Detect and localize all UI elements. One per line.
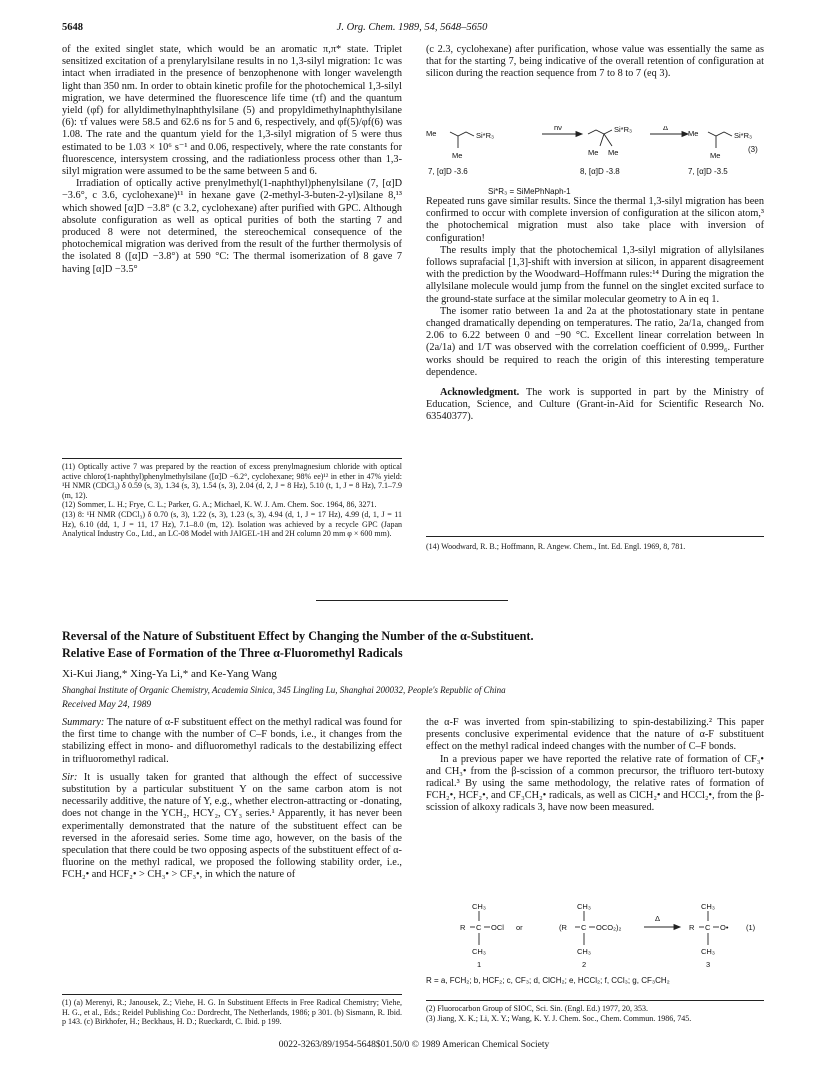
right-column-top-intro: [426, 44, 764, 81]
paragraph: Irradiation of optically active prenylmethyl(1-naphthyl)phenylsilane (7, [α]D −3.6°, c 3.6, cyclohexane)¹¹ in hexane gave (2-methyl-3-buten-2-yl)silane 8,¹³ which showed [α]D −3.8° (c 3.2, cyclohexane) after purified with GPC. Although absolute configuration as well as optical purities of both the starting 7 and produced 8 were not determined, the stereochemical consequence of the photochemical migration was derived from the result of the further thermolysis of the isolated 8 ([α]D −3.8°) at 590 °C: The thermal isomerization of 8 gave 7 having [α]D −3.5°: [62, 178, 402, 275]
article-authors: Xi-Kui Jiang,* Xing-Ya Li,* and Ke-Yang Wang: [62, 668, 277, 680]
peroxide-label: OCO₂)₂: [596, 923, 622, 932]
methyl-label: CH₃: [472, 902, 486, 911]
running-header: [62, 22, 762, 38]
compound-7-label: 7, [α]D -3.6: [428, 167, 468, 176]
summary-heading: Summary:: [62, 717, 105, 728]
methyl-label: CH₃: [701, 947, 715, 956]
equation-1-scheme: [426, 899, 764, 991]
footnote-13: (13) 8: ¹H NMR (CDCl₃) δ 0.70 (s, 3), 1.22 (s, 3), 1.23 (s, 3), 4.94 (d, 1, J = 17 Hz), 4.99 (d, 1, J = 11 Hz), 6.10 (dd, 1, J = 11, 17 Hz), 7.1–8.0 (m, 12). Isolation was achieved by a recycle GPC (Japan Analytical Industry Co., Ltd., an LC-08 Model with JAIGEL-1H and 2H column 20 mm φ × 600 mm).: [62, 509, 402, 539]
article-title: [62, 628, 766, 662]
arrow-head: [674, 925, 680, 930]
methyl-label: Me: [452, 151, 463, 160]
methyl-label: Me: [710, 151, 721, 160]
article-separator: [316, 600, 508, 601]
paragraph: the α-F was inverted from spin-stabilizing to spin-destabilizing.² This paper presents conclusive experimental evidence that the nature of α-F substituent effect on the methyl radical indeed changes with the number of C–F bonds.: [426, 717, 764, 753]
ocl-label: OCl: [491, 923, 504, 932]
r-group-label: (R: [559, 923, 567, 932]
acknowledgment: [426, 387, 764, 424]
equation-number: (3): [748, 145, 758, 154]
arrow-head: [576, 132, 582, 137]
compound-number-2: 2: [582, 960, 587, 969]
right-column-bottom: [426, 717, 764, 815]
compound-number-3: 3: [706, 960, 711, 969]
footnote-rule: [426, 536, 764, 537]
summary: [62, 717, 402, 766]
hv-label: hν: [554, 126, 562, 132]
journal-citation: J. Org. Chem. 1989, 54, 5648–5650: [336, 22, 488, 33]
carbon-label: C: [581, 923, 587, 932]
methyl-label: Me: [588, 148, 599, 157]
r-group-legend: R = a, FCH₂; b, HCF₂; c, CF₃; d, ClCH₂; e, HCCl₂; f, CCl₃; g, CF₃CH₂: [426, 976, 670, 985]
branch-bond: [600, 134, 604, 146]
compound-8-label: 8, [α]D -3.8: [580, 167, 620, 176]
r-group-label: R: [460, 923, 466, 932]
paragraph: Repeated runs gave similar results. Since the thermal 1,3-silyl migration has been confirmed to occur with complete inversion of configuration at the silicon atom,³ the photochemical migration must also take place with inversion of configuration!: [426, 196, 764, 244]
carbon-label: C: [476, 923, 482, 932]
methyl-label: CH₃: [577, 947, 591, 956]
delta-label: Δ: [655, 914, 661, 923]
delta-label: Δ: [663, 126, 669, 132]
silyl-label: Si*R₃: [614, 126, 633, 134]
footnotes-right-top: [426, 542, 764, 552]
footnote-14: (14) Woodward, R. B.; Hoffmann, R. Angew. Chem., Int. Ed. Engl. 1969, 8, 781.: [426, 542, 686, 551]
summary-text: The nature of α-F substituent effect on the methyl radical was found for the first time to change with the number of C–F bonds, i.e., it changes from the stabilizing effect in mono- and difluoromethyl radicals to the destabilizing effect in trifluoromethyl radical.: [62, 717, 402, 765]
copyright-footer: 0022-3263/89/1954-5648$01.50/0 © 1989 American Chemical Society: [278, 1040, 550, 1050]
methyl-label: Me: [608, 148, 619, 157]
footnote-1: (1) (a) Merenyi, R.; Janousek, Z.; Viehe, H. G. In Substituent Effects in Free Radical Chemistry; Viehe, H. G., et al., Eds.; Reidel Publishing Co.: Dordrecht, The Netherlands, 1986; p 301. (b) Sismann, R. Ibid. p 143. (c) Birkhofer, H.; Beckhaus, H. D.; Rueckardt, C. Ibid. p 199.: [62, 998, 402, 1027]
compound-7b-label: 7, [α]D -3.5: [688, 167, 728, 176]
footnotes-right-bottom: [426, 1004, 764, 1023]
article-affiliation: Shanghai Institute of Organic Chemistry, Academia Sinica, 345 Lingling Lu, Shanghai 200032, People's Republic of China: [62, 685, 506, 695]
chain-bond: [450, 132, 474, 136]
footnote-rule: [62, 458, 402, 459]
footnote-12: (12) Sommer, L. H.; Frye, C. L.; Parker, G. A.; Michael, K. W. J. Am. Chem. Soc. 1964, 86, 3271.: [62, 500, 377, 510]
silyl-definition: Si*R₃ = SiMePhNaph-1: [488, 187, 571, 196]
paragraph: (c 2.3, cyclohexane) after purification, whose value was essentially the same as that for the starting 7, being indicative of the overall retention of configuration at silicon during the reaction sequence from 7 to 8 to 7 (eq 3).: [426, 44, 764, 80]
sir-paragraph: [62, 772, 402, 882]
carbon-label: C: [705, 923, 711, 932]
left-column-bottom: [62, 717, 402, 882]
footnotes-left-bottom: [62, 998, 402, 1027]
paragraph: In a previous paper we have reported the relative rate of formation of CF₃• and CH₃• from the β-scission of a common precursor, the trifluoro tert-butoxy radical.³ By using the same methodology, the relative rates of formation of FCH₂•, HCF₂•, and CF₃CH₂• radicals, as well as ClCH₂• and HCCl₂•, from the β-scission of alkoxy radicals 3, have now been measured.: [426, 753, 764, 814]
oxy-radical-label: O•: [720, 923, 729, 932]
paragraph: of the exited singlet state, which would be an aromatic π,π* state. Triplet sensitized excitation of a prenylarylsilane results in no 1,3-silyl migration: 1c was intact when irradiated in the presence of benzophenone with longer wavelength light than 350 nm. In order to obtain kinetic profile for the photochemical 1,3-silyl migration, we have determined the fluorescence life time (τf) and the quantum yield (φf) for allyldimethylnaphthylsilane (5) and propyldimethylnaphthylsilane (6): τf values were 58.5 and 62.6 ns for 5 and 6, respectively, and φf(5)/φf(6) was 1.08. The rate and the quantum yield for the 1,3-silyl migration of 5 were thus estimated to be 1.03 × 10⁶ s⁻¹ and 0.06, respectively, where the rate constants for fluorescence, intersystem crossing, and the radiationless process other than 1,3-silyl migration were assumed to be the same between 5 and 6.: [62, 44, 403, 178]
paragraph: The results imply that the photochemical 1,3-silyl migration of allylsilanes follows suprafacial [1,3]-shift with inversion at silicon, in apparent disagreement with the prediction by the Woodward–Hoffmann rules:¹⁴ During the migration the allylsilane molecule would jump from the funnel on the singlet excited surface to the ground-state surface at the similar molecular geometry to A in eq 1.: [426, 244, 764, 305]
footnote-11: (11) Optically active 7 was prepared by the reaction of excess prenylmagnesium chloride with optical active chloro(1-naphthyl)phenylmethylsilane ([α]D −6.2°, cyclohexane; 98% ee)¹² in ether in 47% yield: ¹H NMR (CDCl₃) δ 0.59 (s, 3), 1.34 (s, 3), 1.54 (s, 3), 2.04 (d, 2, J = 8 Hz), 5.10 (t, 1, J = 8 Hz), 7.1–7.9 (m, 12).: [62, 462, 402, 500]
compound-number-1: 1: [477, 960, 482, 969]
page-number: 5648: [62, 22, 83, 33]
right-column-top-body: [426, 196, 764, 424]
chain-bond: [708, 132, 732, 136]
acknowledgment-heading: Acknowledgment.: [440, 387, 520, 399]
silyl-label: Si*R₃: [734, 131, 753, 140]
sir-text: It is usually taken for granted that although the effect of successive substitution by a particular substituent Y on the same carbon atom is not necessarily additive, the nature of Y, e.g., whether electron-attracting or -donating, does not change in the YCH₂, HCY₂, CY₃ series.¹ Apparently, it has never been experimentally demonstrated that the nature of the substituent effect can be reversed in the aforesaid series. Some time ago, however, on the basis of the speculation that there could be two opposing aspects of the substituent effect of α-fluorine on the methyl radical, we proposed the following stability order, i.e., FCH₂• and HCF₂• > CH₃• > CF₃•, in which the nature of: [62, 771, 402, 881]
equation-number: (1): [746, 923, 756, 932]
sir-heading: Sir:: [62, 771, 78, 783]
article-title-line-2: Relative Ease of Formation of the Three α-Fluoromethyl Radicals: [62, 646, 403, 660]
methyl-label: CH₃: [701, 902, 715, 911]
footnote-3: (3) Jiang, X. K.; Li, X. Y.; Wang, K. Y. J. Chem. Soc., Chem. Commun. 1986, 745.: [426, 1013, 692, 1023]
footnotes-left-top: [62, 462, 402, 539]
methyl-label: Me: [688, 129, 699, 138]
footnote-rule: [426, 1000, 764, 1001]
paragraph: The isomer ratio between 1a and 2a at the photostationary state in pentane changed dramatically depending on temperatures. The ratio, 2a/1a, changed from 2.06 to 6.22 between 0 and −90 °C. Excellent linear correlation between ln (2a/1a) and 1/T was observed with the correlation coefficient of 0.999₆. Further works should be required to reach the origin of this interesting temperature dependence.: [426, 305, 764, 378]
footnote-rule: [62, 994, 402, 995]
left-column-top: [62, 44, 402, 276]
r-group-label: R: [689, 923, 695, 932]
methyl-label: Me: [426, 129, 437, 138]
silyl-label: Si*R₃: [476, 131, 495, 140]
or-label: or: [516, 923, 523, 932]
footnote-2: (2) Fluorocarbon Group of SIOC, Sci. Sin. (Engl. Ed.) 1977, 20, 353.: [426, 1004, 648, 1013]
article-title-line-1: Reversal of the Nature of Substituent Effect by Changing the Number of the α-Substituent.: [62, 629, 534, 643]
methyl-label: CH₃: [472, 947, 486, 956]
chain-bond: [588, 130, 612, 134]
methyl-label: CH₃: [577, 902, 591, 911]
received-date: Received May 24, 1989: [62, 700, 152, 710]
branch-bond: [604, 134, 612, 146]
acknowledgment-text: The work is supported in part by the Ministry of Education, Science, and Culture (Grant-in-Aid for Scientific Research No. 63540377).: [426, 387, 764, 423]
